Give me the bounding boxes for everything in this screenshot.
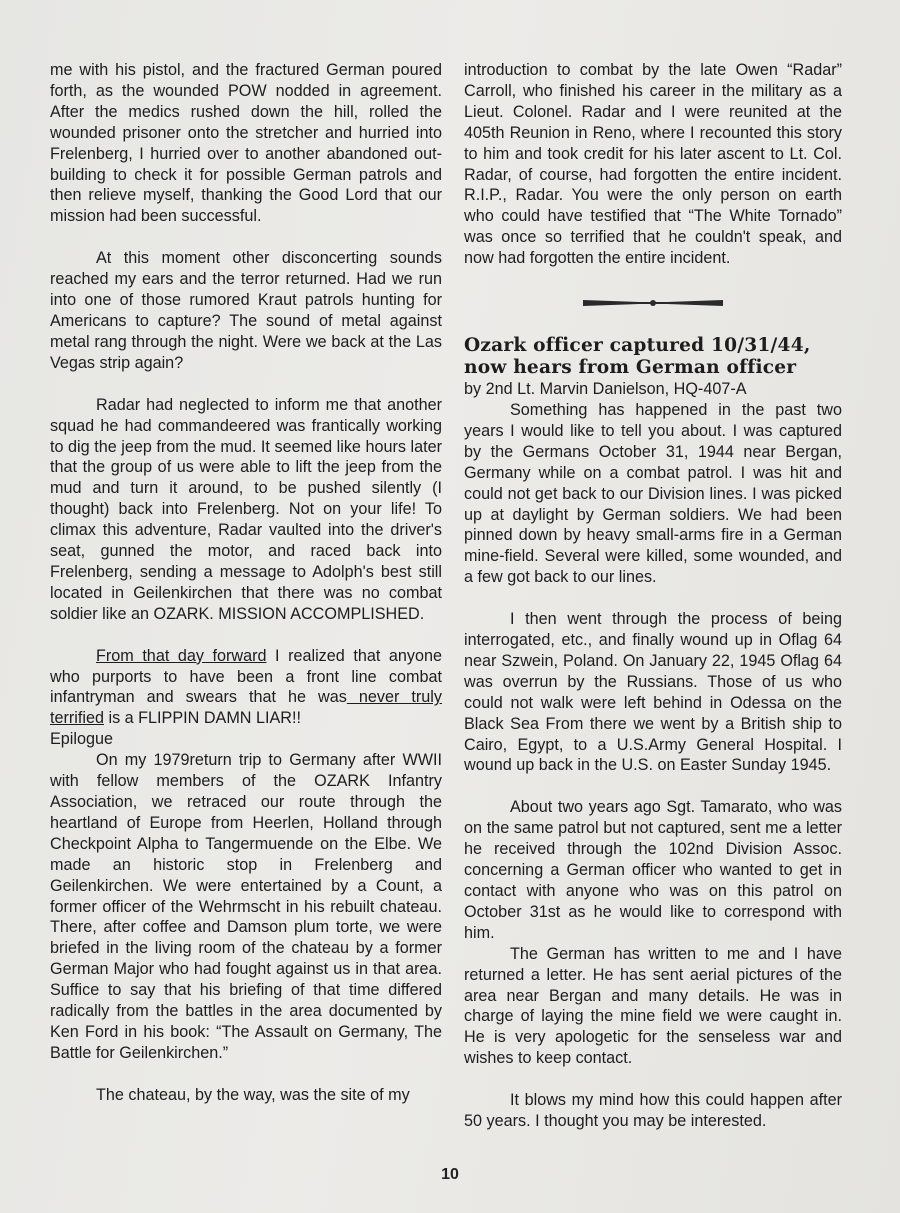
- epilogue-paragraph: On my 1979return trip to Germany after WWII with fellow members of the OZARK Infantry Association, we retraced our route through the heartland of Europe from Heerlen, Holland through Checkpoint Alpha to Tangermuende on the Elbe. We made an historic stop in Frelenberg and Geilenkirchen. We were entertained by a Count, a former officer of the Wehrmscht in his rebuilt chateau. There, after coffee and Damson plum torte, we were briefed in the living room of the chateau by a former German Major who had fought against us in that area. Suffice to say that his briefing of that time differed radically from the battles in the area documented by Ken Ford in his book: “The Assault on Germany, The Battle for Geilenkirchen.”: [50, 751, 442, 1062]
- right-paragraph-4: About two years ago Sgt. Tamarato, who was on the same patrol but not captured, sent me a letter he received through the 102nd Division Assoc. concerning a German officer who wanted to get in contact with anyone who was on this patrol on October 31st as he would like to correspond with him.: [464, 798, 842, 942]
- article-headline-line-2: now hears from German officer: [464, 357, 797, 379]
- left-column: [50, 60, 442, 1106]
- right-paragraph-1: introduction to combat by the late Owen “Radar” Carroll, who finished his career in the military as a Lieut. Colonel. Radar and I were reunited at the 405th Reunion in Reno, where I recounted this story to him and took credit for his later ascent to Lt. Col. Radar, of course, had forgotten the entire incident. R.I.P., Radar. You were the only person on earth who could have testified that “The White Tornado” was once so terrified that he couldn't speak, and now had forgotten the entire incident.: [464, 61, 842, 268]
- left-paragraph-6: The chateau, by the way, was the site of my: [96, 1085, 410, 1104]
- epilogue-heading: Epilogue: [50, 730, 114, 749]
- right-paragraph-3: I then went through the process of being interrogated, etc., and finally wound up in Oflag 64 near Szwein, Poland. On January 22, 1945 Oflag 64 was overrun by the Russians. Those of us who could not walk were left behind in Odessa on the Black Sea From there we went by a British ship to Cairo, Egypt, to a U.S.Army General Hospital. I wound up back in the U.S. on Easter Sunday 1945.: [464, 610, 842, 775]
- section-divider-ornament: [464, 297, 842, 309]
- page-number: 10: [441, 1166, 459, 1183]
- left-paragraph-1: me with his pistol, and the fractured German poured forth, as the wounded POW nodded in agreement. After the medics rushed down the hill, rolled the wounded prisoner onto the stretcher and hurried into Frelenberg, I hurried over to another abandoned out-building to check it for possible German patrols and then relieve myself, thanking the Good Lord that our mission had been successful.: [50, 61, 442, 226]
- article-headline-line-1: Ozark officer captured 10/31/44,: [464, 335, 811, 357]
- paragraph-4-text-2: is a FLIPPIN DAMN LIAR!!: [103, 709, 301, 728]
- article-byline: by 2nd Lt. Marvin Danielson, HQ-407-A: [464, 380, 747, 399]
- paragraph-4-text-1: I realized that anyone who purports to have been a front line combat infantryman and swears that he was: [50, 646, 442, 707]
- right-column: [464, 60, 842, 1132]
- underlined-phrase-2: never truly terrified: [50, 688, 442, 728]
- ornament-rule-icon: [583, 297, 723, 309]
- left-paragraph-3: Radar had neglected to inform me that another squad he had commandeered was frantically working to dig the jeep from the mud. It seemed like hours later that the group of us were able to lift the jeep from the mud and turn it around, to be pushed silently (I thought) back into Frelenberg. Not on your life! To climax this adventure, Radar vaulted into the driver's seat, gunned the motor, and raced back into Frelenberg, sending a message to Adolph's best still located in Geilenkirchen that there was no combat soldier like an OZARK. MISSION ACCOMPLISHED.: [50, 395, 442, 623]
- left-paragraph-4: [50, 646, 442, 730]
- right-paragraph-5: The German has written to me and I have returned a letter. He has sent aerial pictures of the area near Bergan and many details. He was in charge of laying the mine field we were caught in. He is very apologetic for the senseless war and wishes to keep contact.: [464, 944, 842, 1068]
- left-paragraph-2: At this moment other disconcerting sounds reached my ears and the terror returned. Had we run into one of those rumored Kraut patrols hunting for Americans to capture? The sound of metal against metal rang through the night. Were we back at the Las Vegas strip again?: [50, 249, 442, 372]
- right-paragraph-2: Something has happened in the past two years I would like to tell you about. I was captured by the Germans October 31, 1944 near Bergan, Germany while on a combat patrol. I was hit and could not get back to our Division lines. I was picked up at daylight by German soldiers. We had been pinned down by heavy small-arms fire in a German mine-field. Several were killed, some wounded, and a few got back to our lines.: [464, 400, 842, 587]
- underlined-phrase-1: From that day forward: [96, 646, 267, 665]
- right-paragraph-6: It blows my mind how this could happen after 50 years. I thought you may be interested.: [464, 1091, 842, 1131]
